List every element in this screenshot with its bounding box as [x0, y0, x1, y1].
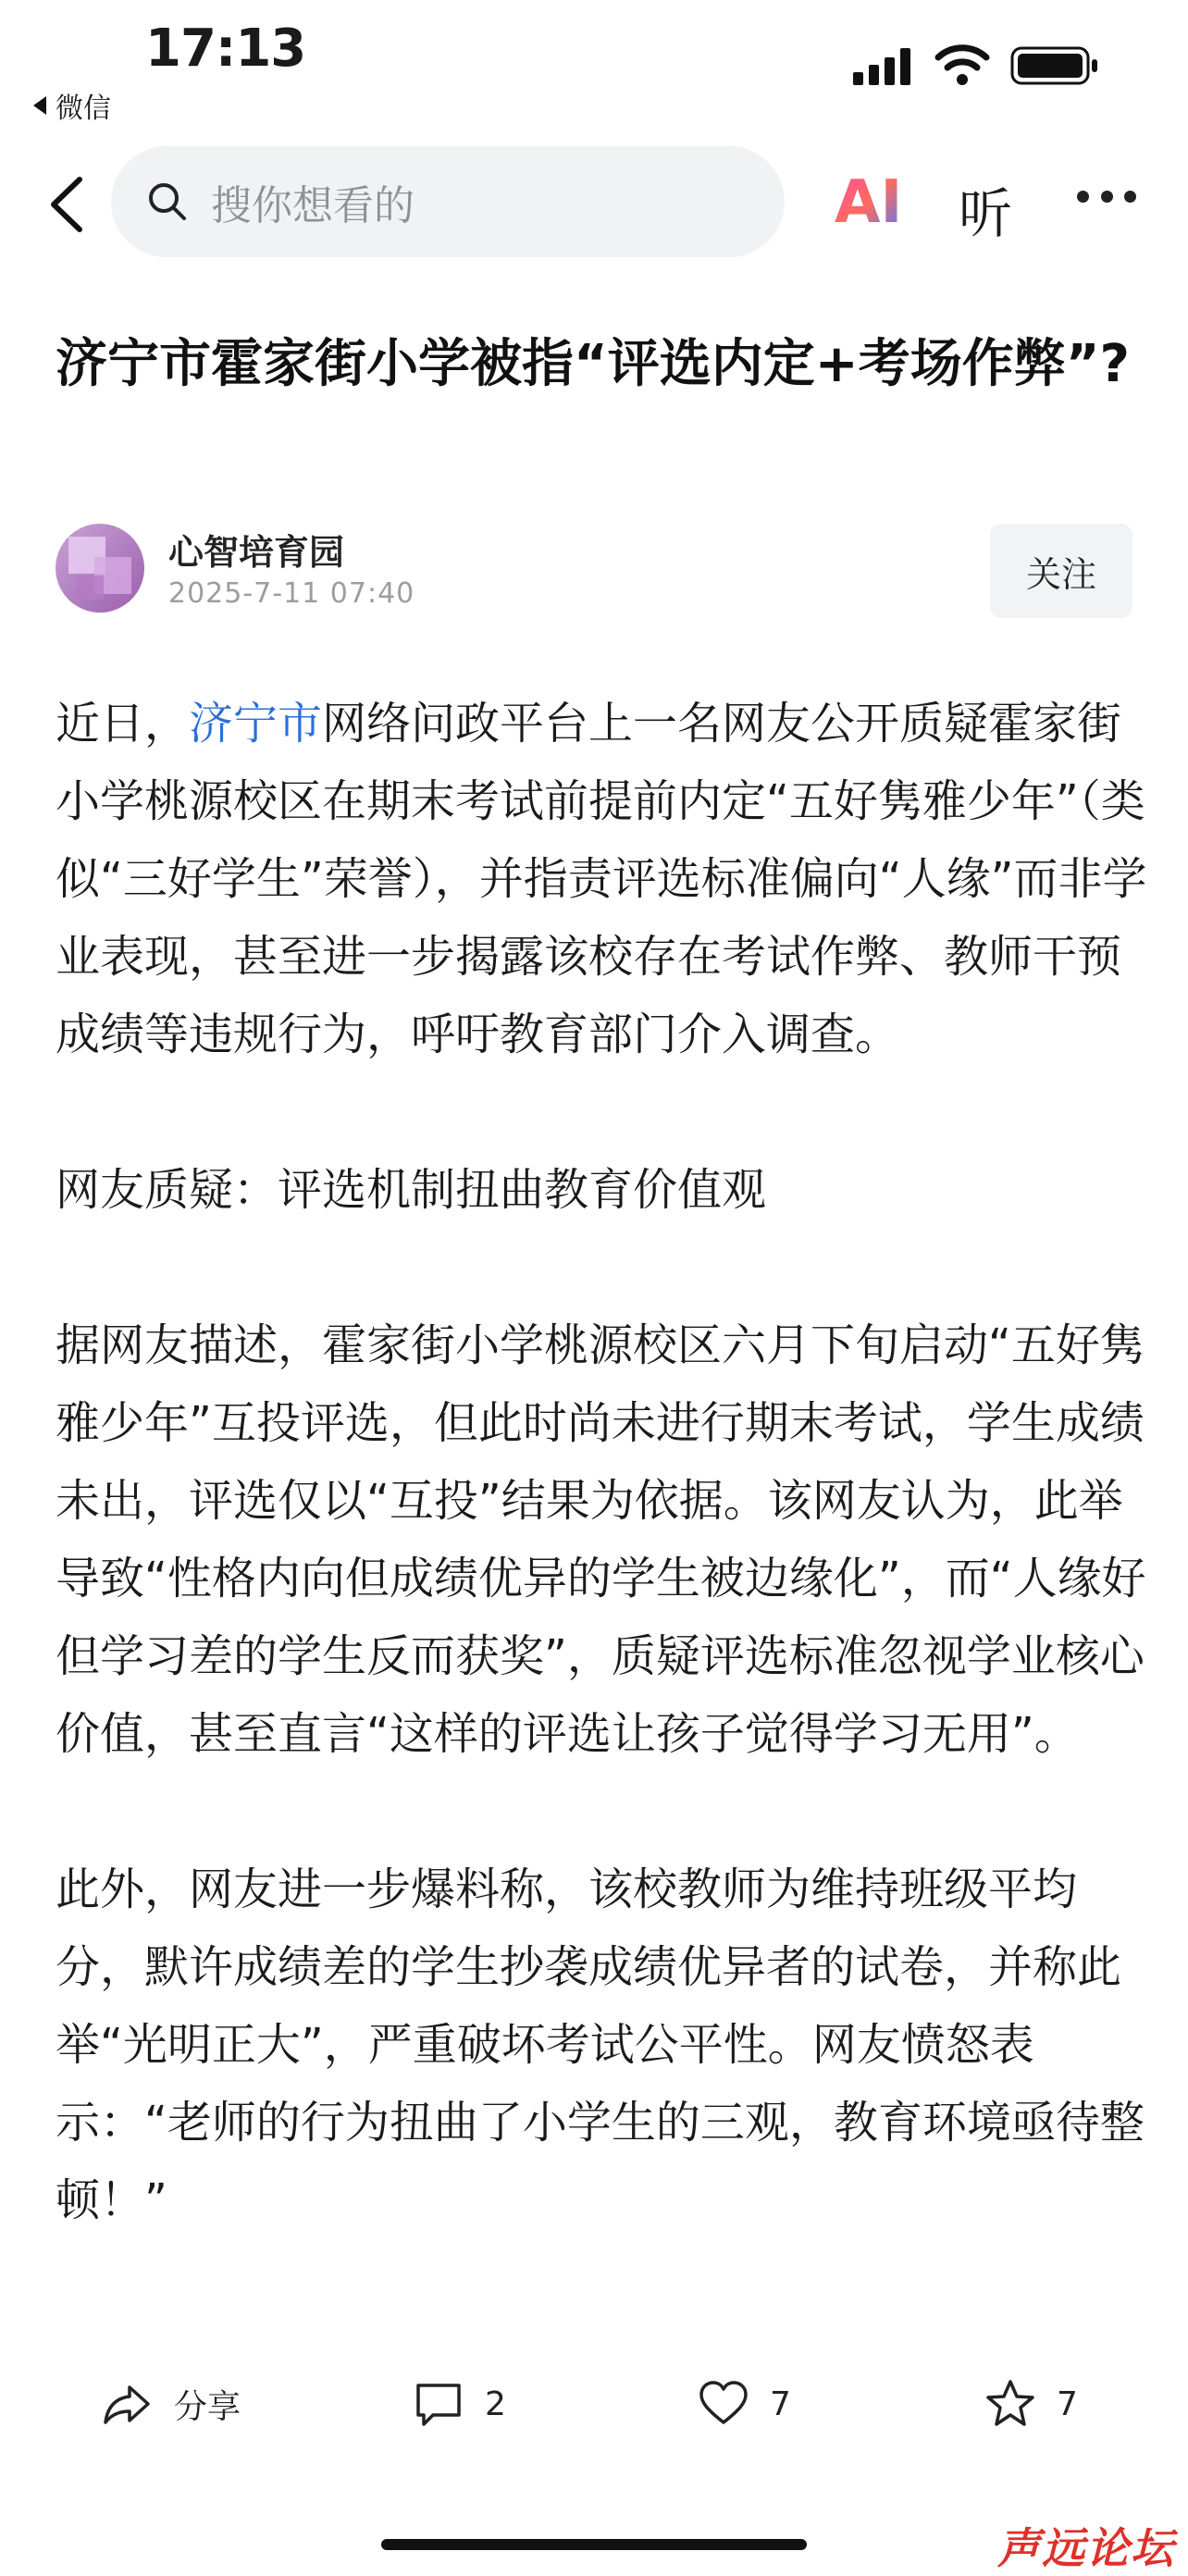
follow-button[interactable]: 关注 [990, 524, 1132, 618]
more-options-icon[interactable] [1077, 191, 1136, 205]
comment-button[interactable] [413, 2378, 506, 2430]
bottom-toolbar [0, 2359, 1188, 2461]
favorite-count: 7 [1057, 2384, 1078, 2423]
author-avatar[interactable] [56, 524, 144, 613]
back-triangle-icon [33, 96, 46, 115]
star-icon [984, 2378, 1036, 2430]
paragraph-1: 近日，济宁市网络问政平台上一名网友公开质疑霍家街小学桃源校区在期末考试前提前内定“五好隽雅少年”（类似“三好学生”荣誉），并指责评选标准偏向“人缘”而非学业表现，甚至进一步揭露该校存在考试作弊、教师干预成绩等违规行为，呼吁教育部门介入调查。 [56, 698, 1147, 1060]
favorite-button[interactable] [984, 2378, 1078, 2430]
search-icon [146, 180, 189, 223]
paragraph-4: 此外，网友进一步爆料称，该校教师为维持班级平均分，默许成绩差的学生抄袭成绩优异者的试卷，并称此举“光明正大”，严重破坏考试公平性。网友愤怒表示：“老师的行为扭曲了小学生的三观，教育环境亟待整顿！” [56, 1864, 1145, 2226]
ai-label: AI [835, 168, 903, 231]
article-title: 济宁市霍家街小学被指“评选内定+考场作弊”? [56, 334, 1131, 394]
comment-count: 2 [485, 2384, 506, 2423]
back-arrow-icon[interactable] [46, 176, 87, 233]
share-label: 分享 [174, 2387, 241, 2426]
search-placeholder: 搜你想看的 [211, 182, 415, 229]
author-name[interactable]: 心智培育园 [168, 532, 345, 573]
status-time: 17:13 [145, 19, 306, 79]
back-to-app-link[interactable] [33, 85, 111, 126]
battery-icon [1010, 46, 1099, 85]
article-body [56, 685, 1147, 2332]
cellular-signal-icon [853, 46, 914, 85]
heart-icon [698, 2378, 749, 2430]
share-icon [102, 2378, 154, 2430]
back-app-label: 微信 [56, 93, 111, 125]
publish-date: 2025-7-11 07:40 [168, 577, 415, 610]
location-link[interactable]: 济宁市 [189, 698, 323, 749]
section-heading: 网友质疑：评选机制扭曲教育价值观 [56, 1164, 767, 1216]
comment-icon [413, 2378, 464, 2430]
home-indicator[interactable] [381, 2539, 807, 2550]
wifi-icon [934, 41, 990, 87]
listen-button[interactable]: 听 [959, 182, 1013, 245]
share-button[interactable] [102, 2378, 241, 2430]
forum-watermark: 声远论坛 [997, 2523, 1175, 2573]
like-count: 7 [770, 2384, 791, 2423]
search-bar[interactable] [111, 146, 785, 257]
ai-assistant-icon[interactable] [833, 167, 903, 231]
like-button[interactable] [698, 2378, 791, 2430]
paragraph-3: 据网友描述，霍家街小学桃源校区六月下旬启动“五好隽雅少年”互投评选，但此时尚未进行期末考试，学生成绩未出，评选仅以“互投”结果为依据。该网友认为，此举导致“性格内向但成绩优异的学生被边缘化”，而“人缘好但学习差的学生反而获奖”，质疑评选标准忽视学业核心价值，甚至直言“这样的评选让孩子觉得学习无用”。 [56, 1319, 1146, 1760]
